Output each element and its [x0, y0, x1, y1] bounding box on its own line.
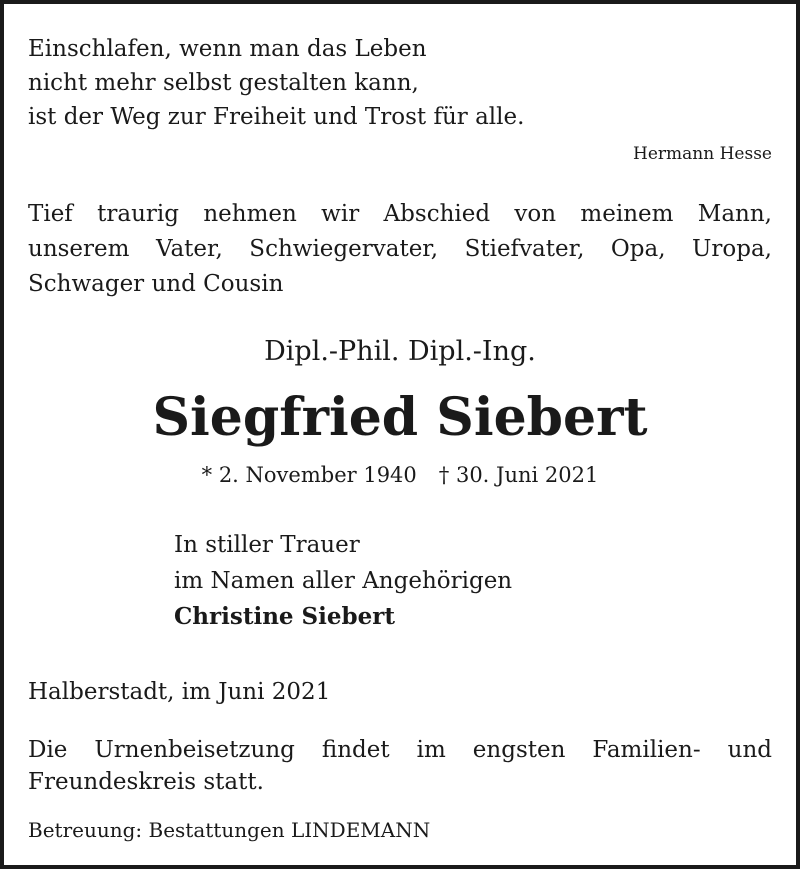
quote-line-3: ist der Weg zur Freiheit und Trost für alle. — [28, 104, 525, 130]
quote-line-1: Einschlafen, wenn man das Leben — [28, 36, 427, 62]
signer-name: Christine Siebert — [174, 603, 395, 630]
funeral-home-credit: Betreuung: Bestattungen LINDEMANN — [28, 818, 431, 842]
birth-date: * 2. November 1940 — [201, 463, 417, 487]
quote-author: Hermann Hesse — [633, 144, 772, 164]
hesse-quote — [28, 32, 524, 134]
deceased-name: Siegfried Siebert — [152, 387, 648, 448]
quote-line-2: nicht mehr selbst gestalten kann, — [28, 70, 419, 96]
farewell-line-2: unserem Vater, Schwiegervater, Stiefvater, Opa, Uropa, — [28, 236, 772, 262]
burial-note-line-1: Die Urnenbeisetzung findet im engsten Familien- und — [28, 737, 772, 763]
burial-note — [28, 734, 772, 798]
life-dates — [28, 461, 772, 489]
mourners-block — [174, 527, 512, 635]
academic-titles: Dipl.-Phil. Dipl.-Ing. — [264, 336, 536, 367]
farewell-line-1: Tief traurig nehmen wir Abschied von meinem Mann, — [28, 201, 772, 227]
mourning-line-1: In stiller Trauer — [174, 532, 360, 558]
farewell-line-3: Schwager und Cousin — [28, 271, 284, 297]
mourning-line-2: im Namen aller Angehörigen — [174, 568, 513, 594]
place-and-date: Halberstadt, im Juni 2021 — [28, 679, 331, 705]
death-date: † 30. Juni 2021 — [438, 463, 599, 487]
burial-note-line-2: Freundeskreis statt. — [28, 769, 264, 795]
farewell-text — [28, 197, 772, 302]
notice-content — [28, 4, 772, 865]
